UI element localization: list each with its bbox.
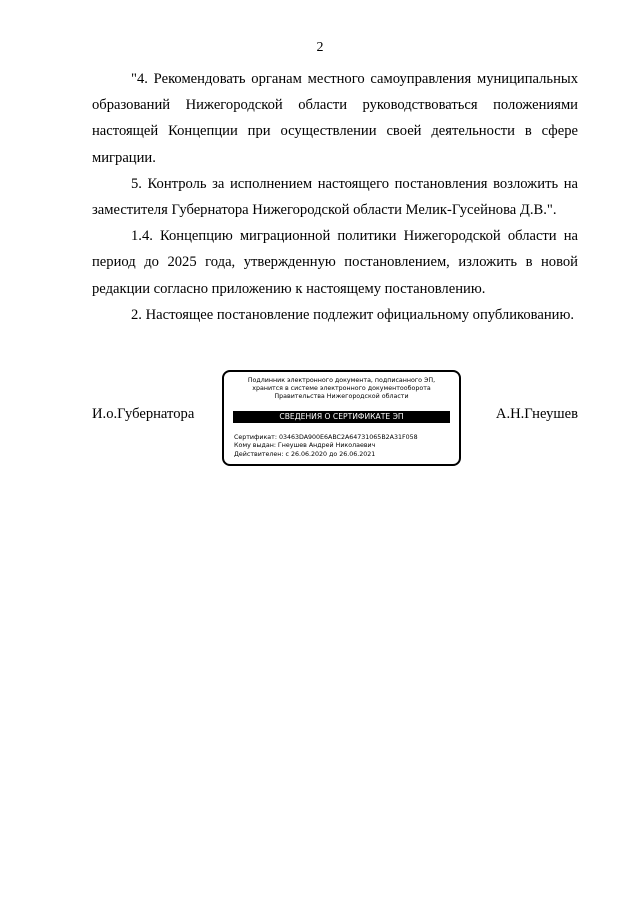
document-body	[92, 66, 578, 328]
page-number: 2	[316, 40, 324, 55]
stamp-header-line: Подлинник электронного документа, подписанного ЭП,	[247, 377, 436, 384]
stamp-certificate-number: Сертификат: 03463DA900E6ABC2A64731065B2A31F058	[234, 434, 418, 441]
stamp-header-line: Правительства Нижегородской области	[274, 393, 409, 401]
signature-block	[92, 370, 578, 470]
stamp-header	[224, 377, 459, 402]
stamp-header-line: хранится в системе электронного документооборота	[252, 385, 431, 393]
stamp-certificate-band: СВЕДЕНИЯ О СЕРТИФИКАТЕ ЭП	[233, 411, 450, 423]
stamp-issued-to: Кому выдан: Гнеушев Андрей Николаевич	[234, 442, 376, 450]
paragraph-1-4: 1.4. Концепцию миграционной политики Нижегородской области на период до 2025 года, утвержденную постановлением, изложить в новой редакции согласно приложению к настоящему постановлению.	[92, 228, 578, 297]
signatory-name: А.Н.Гнеушев	[495, 406, 578, 422]
signatory-position: И.о.Губернатора	[92, 406, 195, 422]
paragraph-item-5: 5. Контроль за исполнением настоящего постановления возложить на заместителя Губернатора Нижегородской области Мелик-Гусейнова Д.В.".	[92, 175, 578, 219]
paragraph-item-4: "4. Рекомендовать органам местного самоуправления муниципальных образований Нижегородской области руководствоваться положениями настоящей Концепции при осуществлении своей деятельности в сфере миграции.	[92, 71, 578, 166]
electronic-signature-stamp	[222, 370, 461, 466]
stamp-details	[234, 434, 418, 459]
stamp-validity: Действителен: с 26.06.2020 до 26.06.2021	[234, 450, 376, 458]
paragraph-2: 2. Настоящее постановление подлежит официальному опубликованию.	[131, 306, 575, 323]
